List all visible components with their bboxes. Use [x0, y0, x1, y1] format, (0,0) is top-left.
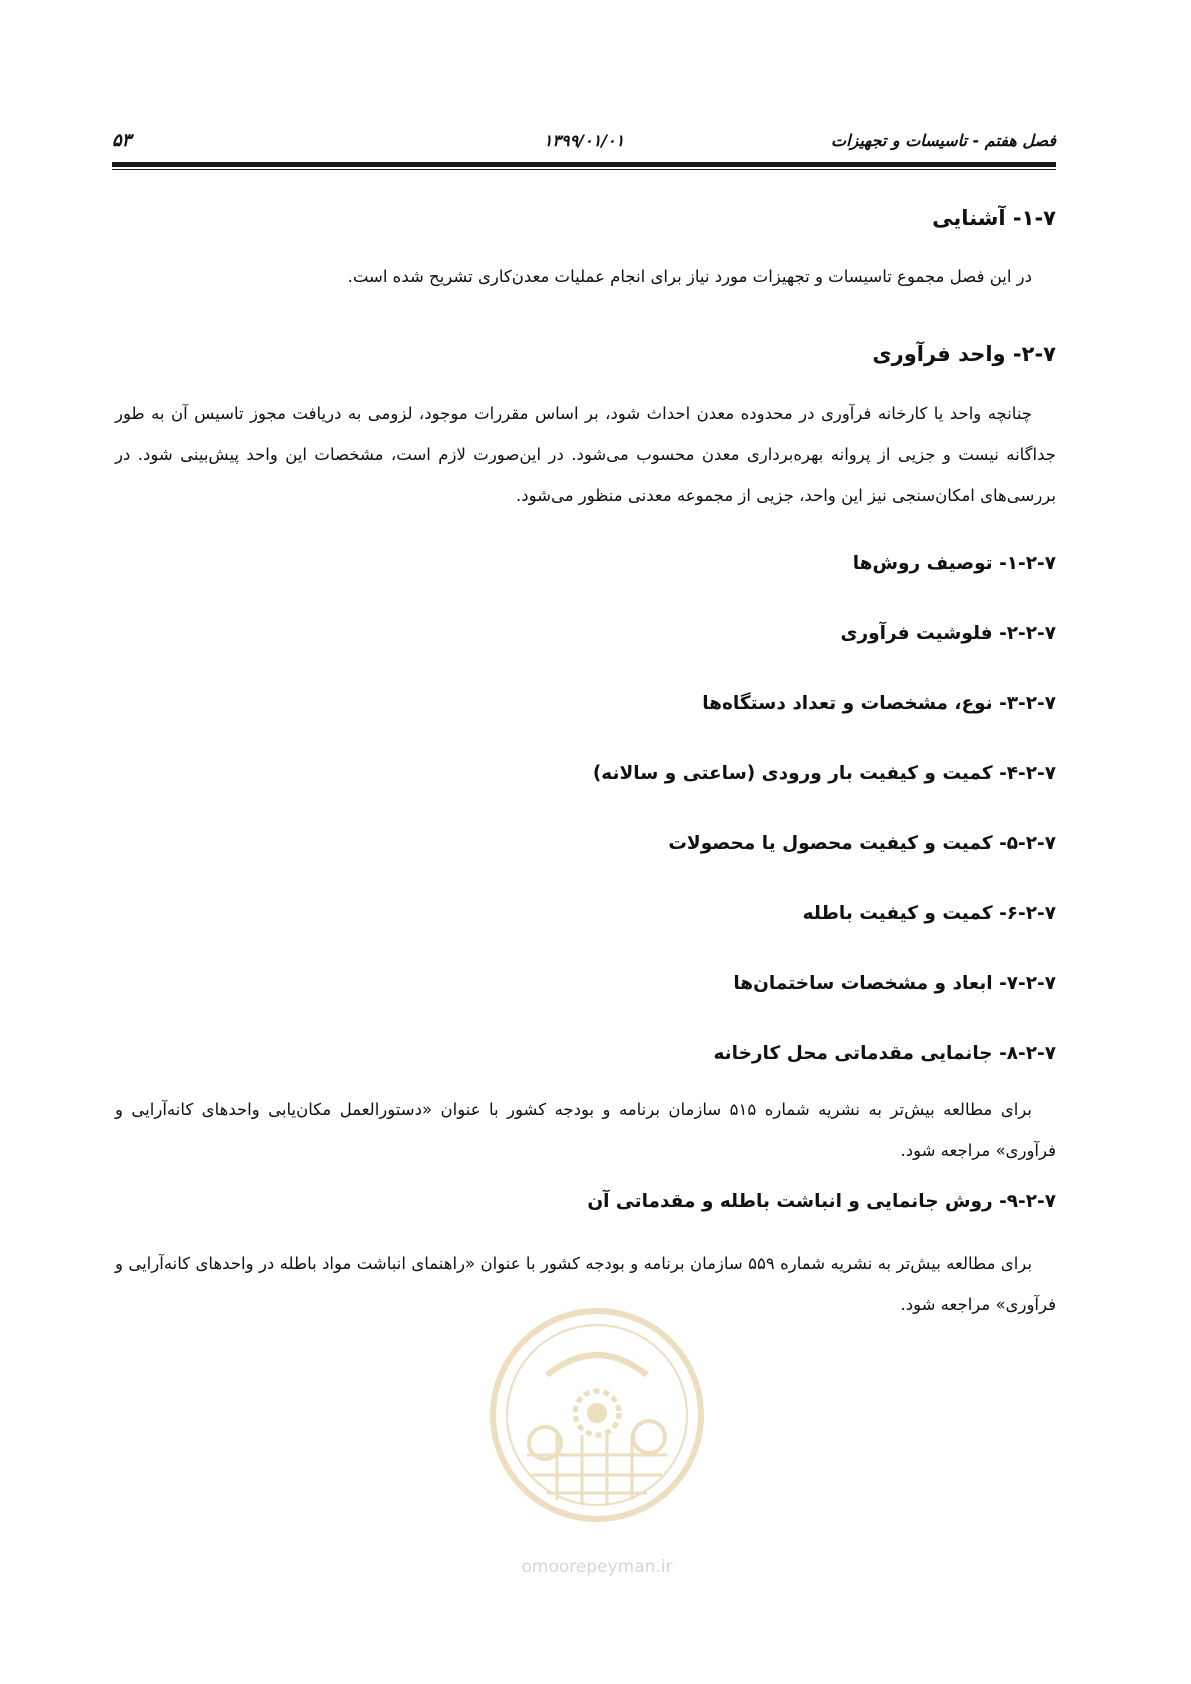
- subsection-9-paragraph: برای مطالعه بیش‌تر به نشریه شماره ۵۵۹ سازمان برنامه و بودجه کشور با عنوان «راهنمای انباشت مواد باطله در واحدهای کانه‌آرایی و فرآوری» مراجعه شود.: [115, 1254, 1056, 1314]
- subsection-8-paragraph: برای مطالعه بیش‌تر به نشریه شماره ۵۱۵ سازمان برنامه و بودجه کشور با عنوان «دستورالعمل مکان‌یابی واحدهای کانه‌آرایی و فرآوری» مراجعه شود.: [115, 1100, 1056, 1160]
- watermark: [487, 1305, 707, 1595]
- subsection-4-heading: ۴-۲-۷- کمیت و کیفیت بار ورودی (ساعتی و سالانه): [592, 763, 1056, 784]
- subsection-1-heading: ۱-۲-۷- توصیف روش‌ها: [852, 553, 1056, 574]
- header-rule-thin: [112, 169, 1056, 170]
- watermark-site: omoorepeyman.ir: [521, 1557, 673, 1577]
- section-2-heading: ۲-۷- واحد فرآوری: [872, 342, 1056, 366]
- subsection-8-heading: ۸-۲-۷- جانمایی مقدماتی محل کارخانه: [713, 1043, 1056, 1064]
- section-2-paragraph: چنانچه واحد یا کارخانه فرآوری در محدوده معدن احداث شود، بر اساس مقررات موجود، لزومی به دریافت مجوز تاسیس آن به طور جداگانه نیست و جزیی از پروانه بهره‌برداری معدن محسوب می‌شود. در این‌صورت لازم است، مشخصات این واحد پیش‌بینی شود. در بررسی‌های امکان‌سنجی نیز این واحد، جزیی از مجموعه معدنی منظور می‌شود.: [115, 404, 1056, 505]
- section-1-paragraph: در این فصل مجموع تاسیسات و تجهیزات مورد نیاز برای انجام عملیات معدن‌کاری تشریح شده است.: [347, 267, 1032, 286]
- page-number: ۵۳: [112, 130, 132, 151]
- subsection-5-heading: ۵-۲-۷- کمیت و کیفیت محصول یا محصولات: [668, 833, 1056, 854]
- page-header: [112, 128, 1056, 154]
- header-date: ۱۳۹۹/۰۱/۰۱: [543, 131, 625, 150]
- subsection-3-heading: ۳-۲-۷- نوع، مشخصات و تعداد دستگاه‌ها: [702, 693, 1056, 714]
- subsection-9-heading: ۹-۲-۷- روش جانمایی و انباشت باطله و مقدماتی آن: [587, 1191, 1056, 1212]
- header-rule-thick: [112, 162, 1056, 167]
- subsection-6-heading: ۶-۲-۷- کمیت و کیفیت باطله: [802, 903, 1056, 924]
- subsection-2-heading: ۲-۲-۷- فلوشیت فرآوری: [840, 623, 1056, 644]
- chapter-title: فصل هفتم - تاسیسات و تجهیزات: [831, 131, 1056, 150]
- section-1-heading: ۱-۷- آشنایی: [932, 206, 1056, 230]
- seal-logo-icon: [487, 1305, 707, 1525]
- subsection-7-heading: ۷-۲-۷- ابعاد و مشخصات ساختمان‌ها: [733, 973, 1056, 994]
